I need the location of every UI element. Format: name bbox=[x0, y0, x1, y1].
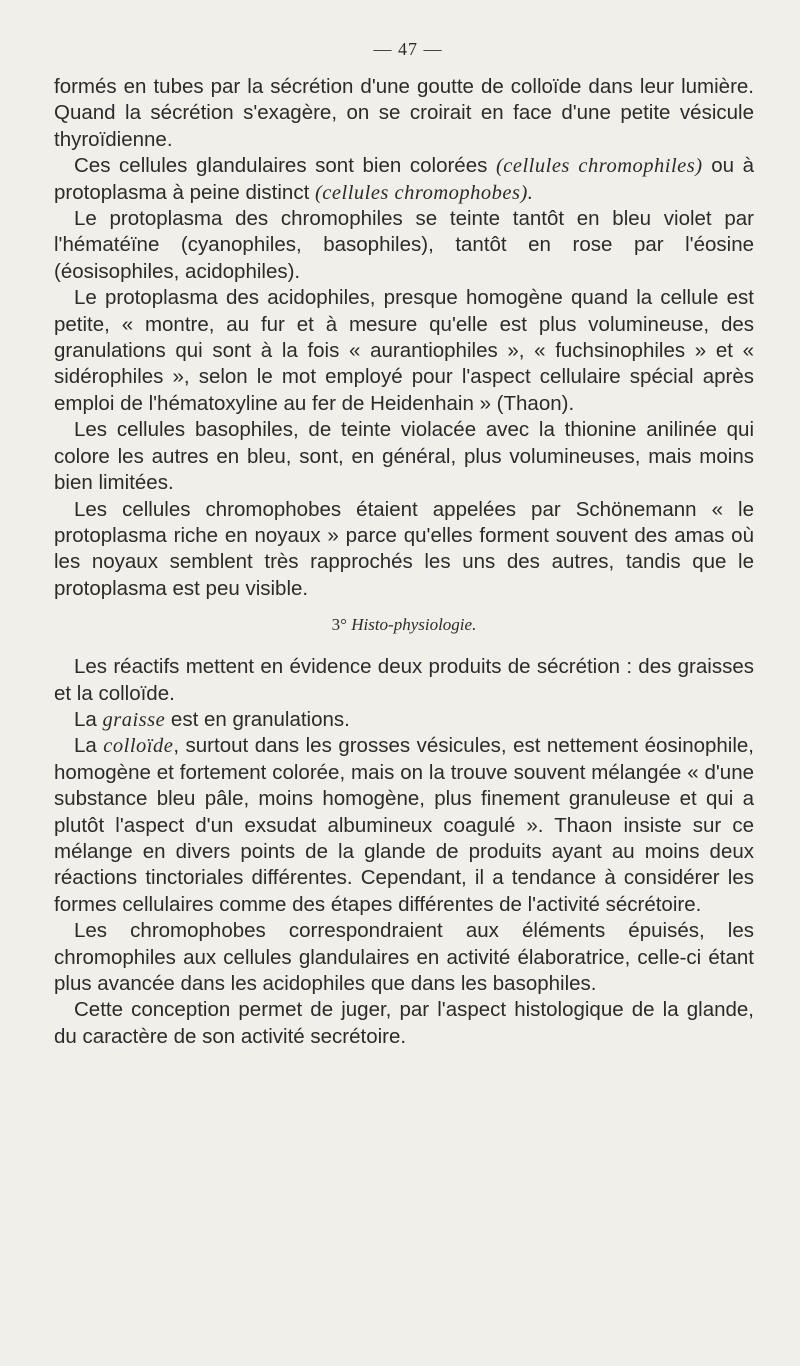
paragraph-8-text-a: La bbox=[74, 707, 103, 731]
paragraph-9-text-a: La bbox=[74, 734, 104, 758]
paragraph-8 bbox=[54, 707, 754, 733]
term-colloide: colloïde bbox=[103, 735, 174, 758]
term-chromophiles: (cellules chromophiles) bbox=[495, 155, 703, 178]
paragraph-10: Les chromophobes correspondraient aux éléments épuisés, les chromophiles aux cellules glandulaires en activité élaboratrice, celle-ci étant plus avancée dans les acidophiles que dans les basophiles. bbox=[54, 919, 754, 995]
paragraph-1: formés en tubes par la sécrétion d'une goutte de colloïde dans leur lumière. Quand la sécrétion s'exagère, on se croirait en face d'une petite vésicule thyroïdienne. bbox=[54, 75, 754, 151]
paragraph-3: Le protoplasma des chromophiles se teinte tantôt en bleu violet par l'hématéïne (cyanophiles, basophiles), tantôt en rose par l'éosine (éosisophiles, acidophiles). bbox=[54, 207, 754, 283]
paragraph-9 bbox=[54, 733, 754, 918]
paragraph-11: Cette conception permet de juger, par l'aspect histologique de la glande, du caractère de son activité secrétoire. bbox=[54, 998, 754, 1048]
term-chromophobes: (cellules chromophobes). bbox=[314, 181, 534, 204]
paragraph-5: Les cellules basophiles, de teinte violacée avec la thionine anilinée qui colore les autres en bleu, sont, en général, plus volumineuses, mais moins bien limitées. bbox=[54, 418, 754, 495]
paragraph-8-text-c: est en granulations. bbox=[165, 707, 350, 731]
paragraph-2-text-c: ou à protoplasma à peine distinct bbox=[54, 154, 754, 204]
section-number: 3° bbox=[331, 615, 347, 635]
term-graisse: graisse bbox=[102, 708, 166, 731]
page-body bbox=[54, 38, 754, 1050]
section-heading bbox=[54, 614, 754, 636]
paragraph-7: Les réactifs mettent en évidence deux produits de sécrétion : des graisses et la colloïde. bbox=[54, 655, 754, 705]
section-title: Histo-physiologie. bbox=[351, 615, 477, 635]
paragraph-2-text-a: Ces cellules glandulaires sont bien colorées bbox=[74, 154, 496, 178]
page-number: — 47 — bbox=[373, 39, 443, 59]
paragraph-2 bbox=[54, 153, 754, 206]
paragraph-4: Le protoplasma des acidophiles, presque homogène quand la cellule est petite, « montre, au fur et à mesure qu'elle est plus volumineuse, des granulations qui sont à la fois « aurantiophiles », « fuchsinophiles » et « sidérophiles », selon le mot employé pour l'aspect cellulaire spécial après emploi de l'hématoxyline au fer de Heidenhain » (Thaon). bbox=[54, 286, 754, 415]
paragraph-9-text-c: , surtout dans les grosses vésicules, est nettement éosinophile, homogène et fortement colorée, mais on la trouve souvent mélangée « d'une substance bleu pâle, moins homogène, plus finement granuleuse et qui a plutôt l'aspect d'un exsudat albumineux coagulé ». Thaon insiste sur ce mélange en divers points de la glande de produits ayant au moins deux réactions tinctoriales différentes. Cependant, il a tendance à considérer les formes cellulaires comme des étapes différentes de l'activité sécrétoire. bbox=[54, 734, 755, 916]
paragraph-6: Les cellules chromophobes étaient appelées par Schönemann « le protoplasma riche en noyaux » parce qu'elles forment souvent des amas où les noyaux semblent très rapprochés les uns des autres, tandis que le protoplasma est peu visible. bbox=[54, 497, 754, 600]
